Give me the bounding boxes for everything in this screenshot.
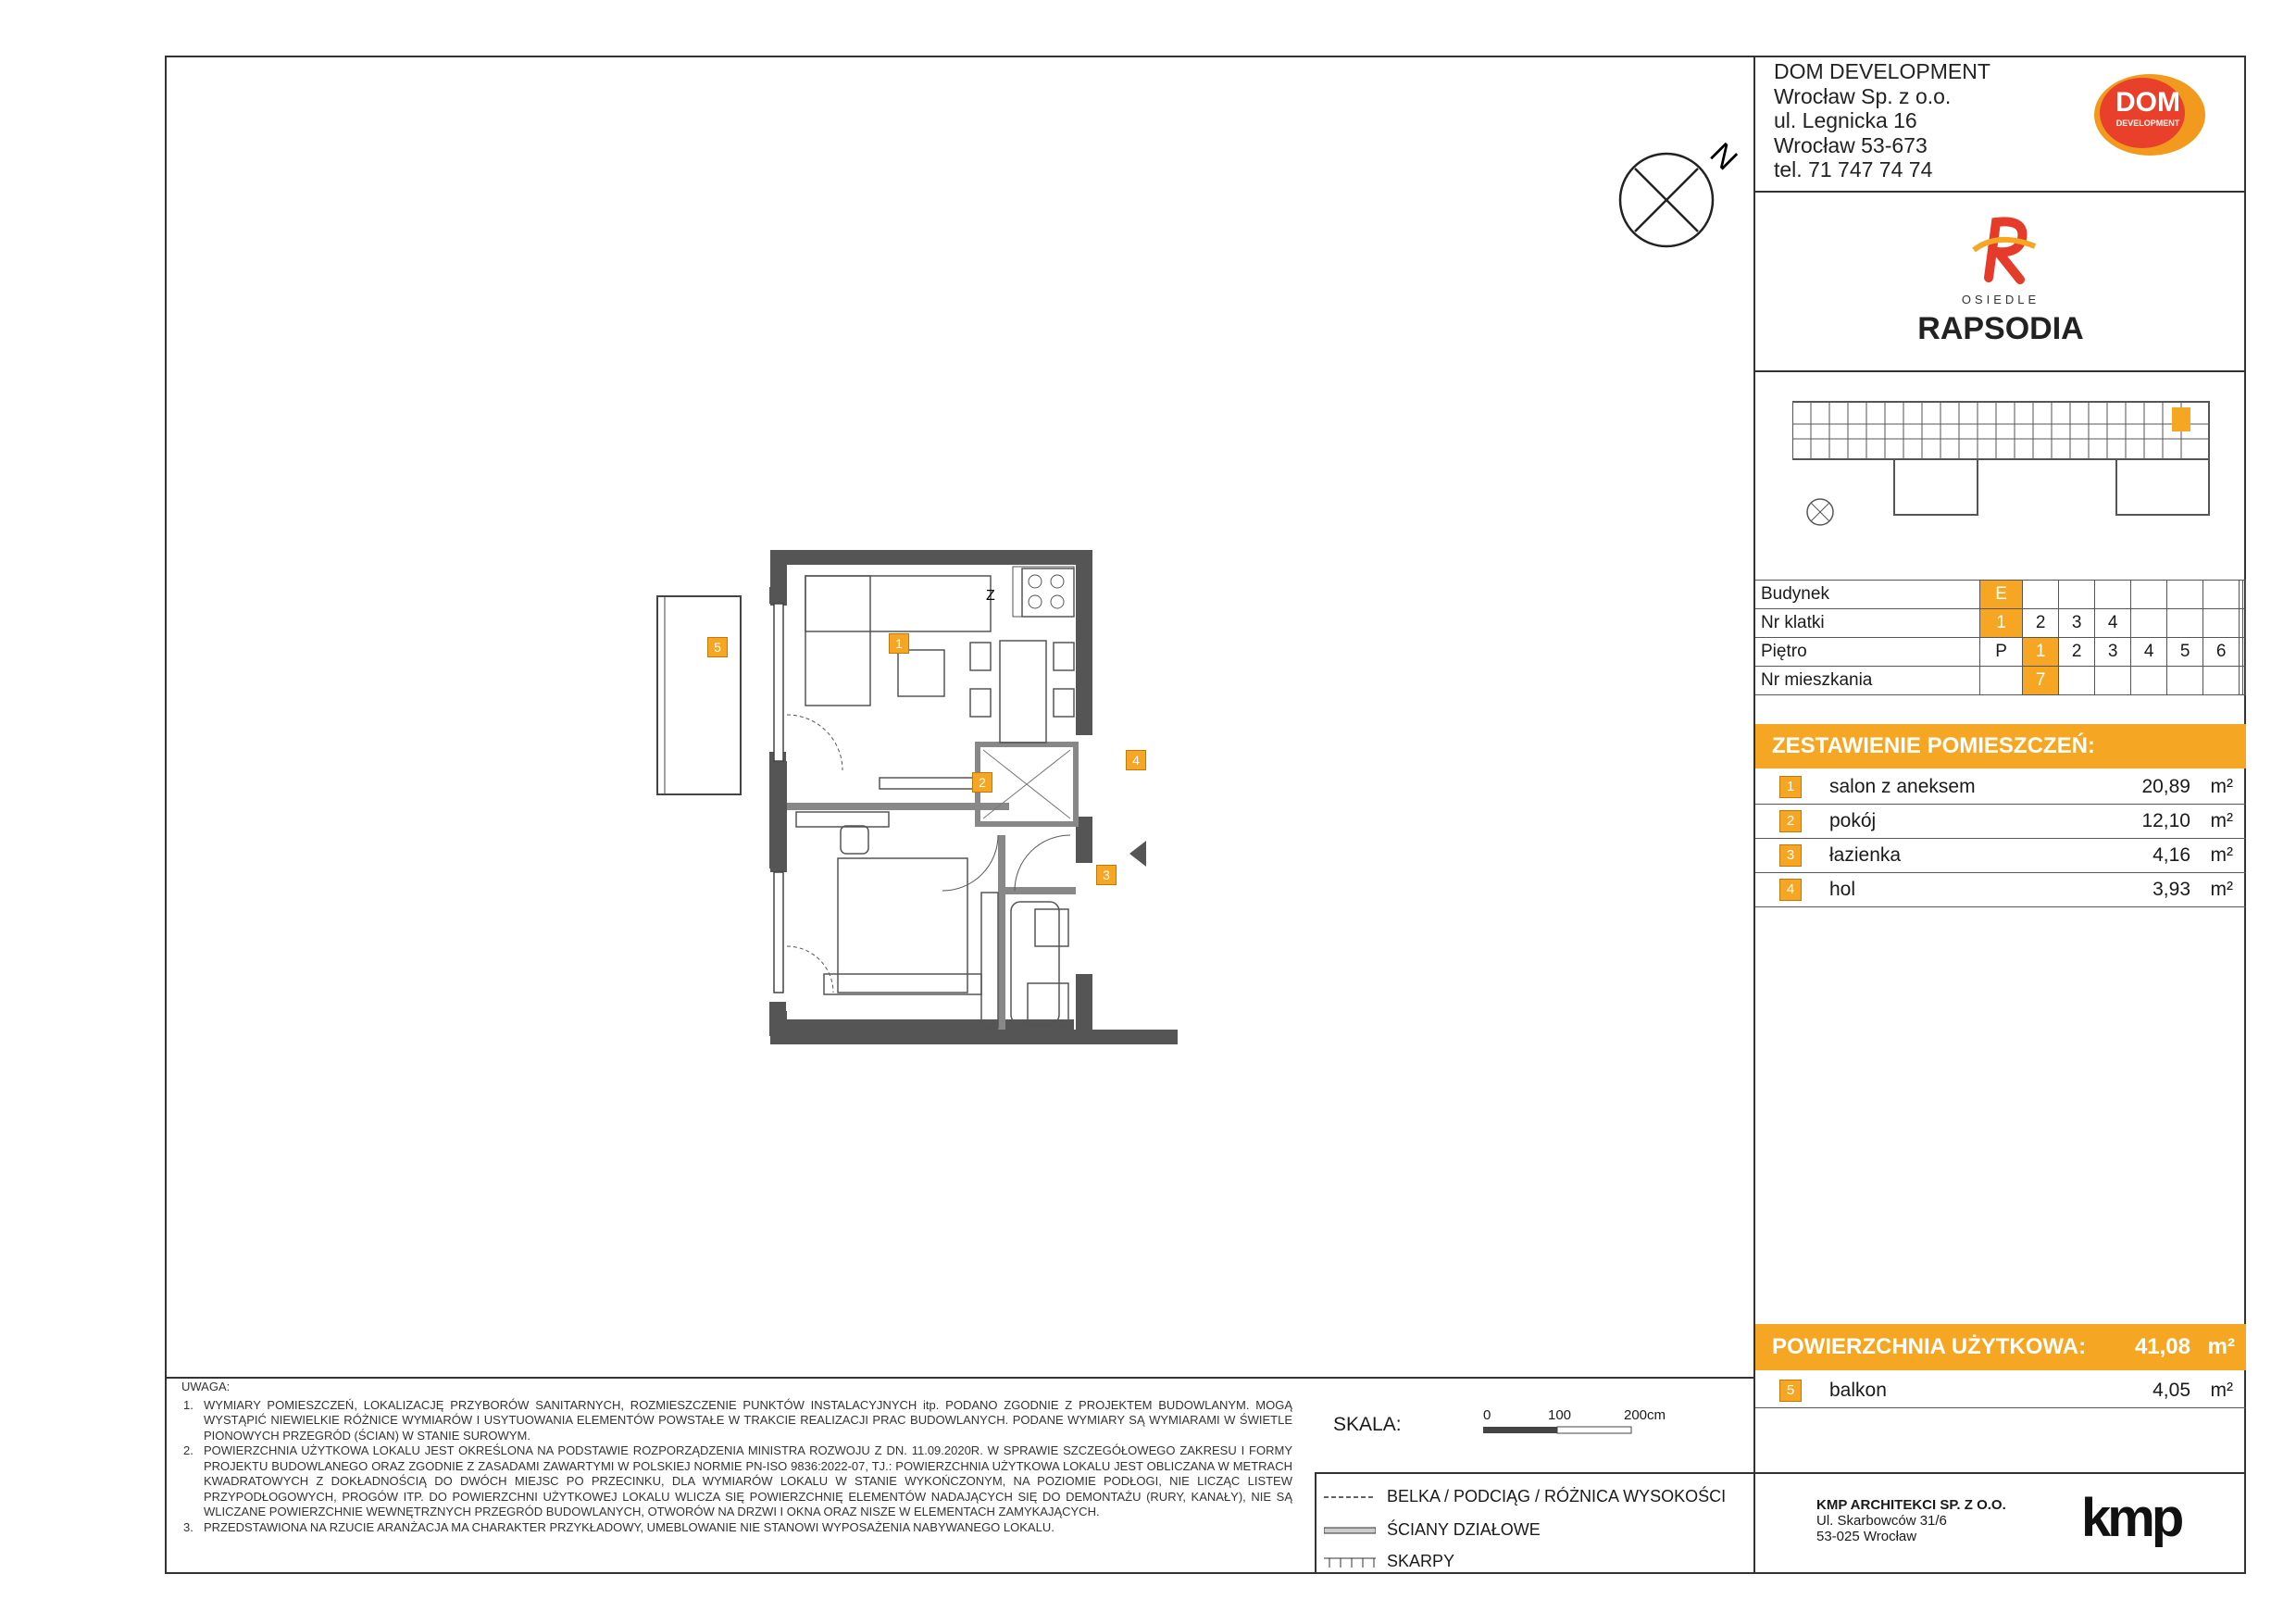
rapsodia-r-logo-icon	[1961, 213, 2044, 287]
room-row	[1755, 770, 2246, 805]
room-area: 12,10	[2141, 810, 2190, 831]
scale-bar-graphic	[1483, 1426, 1650, 1435]
company-line: ul. Legnicka 16	[1774, 108, 1917, 132]
row-pietro	[1755, 638, 2246, 667]
building-key-plan	[1792, 396, 2227, 554]
cell: 3	[2095, 638, 2131, 667]
legend	[1315, 1472, 1753, 1574]
cell	[2203, 581, 2240, 609]
apartment-location-table	[1755, 580, 2246, 695]
room-name: pokój	[1829, 810, 1877, 831]
wall-bedroom-bath	[998, 835, 1005, 1030]
room-number: 3	[1779, 844, 1802, 867]
washing-shelf	[981, 893, 998, 1028]
outer-wall-right-bottom	[1076, 974, 1092, 1044]
floor-plan-area	[167, 57, 1753, 1377]
outer-wall-corner	[770, 550, 787, 606]
bed	[838, 858, 967, 993]
plan-label-2: 2	[972, 772, 992, 793]
title-block	[1753, 56, 2246, 1574]
total-area: 41,08	[2134, 1334, 2190, 1359]
key-plan-highlight	[2172, 407, 2190, 431]
room-area: 4,16	[2152, 844, 2190, 866]
cell	[2167, 609, 2203, 638]
architect-city: 53-025 Wrocław	[1816, 1529, 1917, 1544]
cell: 1	[1980, 609, 2023, 638]
balcony-row	[1755, 1374, 2246, 1408]
room-number: 1	[1779, 776, 1802, 798]
room-name: salon z aneksem	[1829, 776, 1976, 797]
company-line: Wrocław Sp. z o.o.	[1774, 83, 1952, 108]
wall-bath-hall	[1005, 887, 1076, 894]
door-swing-bedroom-window	[787, 946, 833, 993]
legend-item	[1324, 1487, 1726, 1506]
room-name: łazienka	[1829, 844, 1902, 866]
room-row	[1755, 839, 2246, 873]
note-item	[181, 1443, 1292, 1520]
notes-block	[181, 1380, 1292, 1535]
room-number: 2	[1779, 810, 1802, 832]
architect-address: Ul. Skarbowców 31/6	[1816, 1513, 1947, 1529]
washing-machine	[1035, 909, 1068, 946]
cell	[2059, 667, 2095, 695]
label-budynek: Budynek	[1755, 581, 1980, 609]
window-bedroom	[774, 872, 783, 993]
partition-wall-icon	[1324, 1525, 1376, 1536]
legend-label: BELKA / PODCIĄG / RÓŻNICA WYSOKOŚCI	[1387, 1487, 1727, 1505]
room-unit: m²	[2210, 776, 2233, 797]
total-area-bar	[1755, 1324, 2246, 1370]
cell	[2131, 581, 2167, 609]
cooktop	[1022, 568, 1074, 617]
cell	[2242, 667, 2245, 695]
outer-wall-mid	[770, 761, 787, 872]
note-number: 1.	[183, 1397, 193, 1412]
entrance-arrow-icon	[1129, 841, 1146, 867]
architect-info	[1816, 1497, 2006, 1544]
legend-item	[1324, 1520, 1541, 1540]
company-line: Wrocław 53-673	[1774, 132, 1928, 157]
scale-tick-0: 0	[1483, 1407, 1491, 1423]
room-name: hol	[1829, 879, 1856, 900]
label-mieszkanie: Nr mieszkania	[1755, 667, 1980, 695]
window-living	[774, 604, 783, 761]
dom-logo-sub: DEVELOPMENT	[2115, 119, 2180, 128]
cell: 6	[2203, 638, 2240, 667]
room-unit: m²	[2210, 1380, 2233, 1401]
cell: 7	[2023, 667, 2059, 695]
label-pietro: Piętro	[1755, 638, 1980, 667]
scale-tick-100: 100	[1548, 1407, 1572, 1423]
apartment-plan-drawing	[648, 483, 1204, 1057]
cell	[2242, 581, 2245, 609]
fridge-label: Z	[986, 588, 995, 604]
sofa	[805, 576, 991, 631]
cell: 5	[2167, 638, 2203, 667]
room-area: 20,89	[2141, 776, 2190, 797]
door-swing-bedroom	[942, 835, 998, 891]
cell: 4	[2131, 638, 2167, 667]
legend-label: ŚCIANY DZIAŁOWE	[1387, 1520, 1541, 1539]
note-number: 3.	[183, 1519, 193, 1534]
cell	[2203, 667, 2240, 695]
plan-bottom-divider	[167, 1377, 1753, 1379]
dining-table	[1000, 641, 1046, 743]
scale-label: SKALA:	[1333, 1414, 1402, 1435]
outer-wall-left	[778, 587, 1074, 1035]
note-item	[181, 1398, 1292, 1444]
note-item	[181, 1520, 1292, 1536]
coffee-table	[898, 650, 944, 696]
north-compass-icon	[1611, 115, 1759, 254]
desk	[796, 812, 889, 827]
cell	[1980, 667, 2023, 695]
plan-label-3: 3	[1096, 865, 1117, 885]
balcony-outline	[657, 596, 741, 794]
cell: 4	[2095, 609, 2131, 638]
cell	[2203, 609, 2240, 638]
cell	[2059, 581, 2095, 609]
cell	[2095, 667, 2131, 695]
company-line: DOM DEVELOPMENT	[1774, 59, 1990, 83]
note-text: WYMIARY POMIESZCZEŃ, LOKALIZACJĘ PRZYBORÓW SANITARNYCH, ROZMIESZCZENIE PUNKTÓW INSTALACYJNYCH itp. PODANO ZGODNIE Z PROJEKTEM BUDOWLANYM. MOGĄ WYSTĄPIĆ NIEWIELKIE RÓŻNICE WYMIARÓW I USYTUOWANIA ELEMENTÓW POWSTAŁE W TRAKCIE REALIZACJI PRAC BUDOWLANYCH. PODANE WYMIARY SĄ WYMIARAMI W ŚWIETLE PIONOWYCH PRZEGRÓD (ŚCIAN) W STANIE SUROWYM.	[204, 1397, 1292, 1443]
cell	[2131, 609, 2167, 638]
door-swing-hall	[1015, 835, 1070, 891]
project-logo-small: OSIEDLE	[1961, 293, 2040, 306]
room-area: 4,05	[2152, 1380, 2190, 1401]
row-budynek	[1755, 581, 2246, 609]
kmp-logo: kmp	[2081, 1488, 2181, 1548]
room-row	[1755, 805, 2246, 839]
plan-label-4: 4	[1126, 750, 1146, 770]
note-text: POWIERZCHNIA UŻYTKOWA LOKALU JEST OKREŚLONA NA PODSTAWIE ROZPORZĄDZENIA MINISTRA ROZWOJU Z DN. 11.09.2020R. W SPRAWIE SZCZEGÓŁOWEGO ZAKRESU I FORMY PROJEKTU BUDOWLANEGO ORAZ ZGODNIE Z ZASADAMI ZAWARTYMI W POLSKIEJ NORMIE PN-ISO 9836:2022-07, TJ.: POWIERZCHNIA UŻYTKOWA LOKALU JEST OBLICZANA W METRACH KWADRATOWYCH Z DOKŁADNOŚCIĄ DO DWÓCH MIEJSC PO PRZECINKU, DLA WYMIARÓW LOKALU W STANIE WYKOŃCZONYM, NA POZIOMIE PODŁOGI, NIE LICZĄC LISTEW PRZYPODŁOGOWYCH, PROGÓW ITP. DO POWIERZCHNI UŻYTKOWEJ LOKALU WLICZA SIĘ POWIERZCHNIĘ ELEMENTÓW NADAJĄCYCH SIĘ DO DEMONTAŻU (RURY, KANAŁY), NIE SĄ WLICZANE POWIERZCHNIE WEWNĘTRZNYCH PRZEGRÓD BUDOWLANYCH, OTWORÓW NA DRZWI I OKNA ORAZ NISZE W ELEMENTACH ZAMYKAJĄCYCH.	[204, 1443, 1292, 1518]
cell: 1	[2023, 638, 2059, 667]
room-number: 4	[1779, 879, 1802, 901]
cell	[2023, 581, 2059, 609]
room-area: 3,93	[2152, 879, 2190, 900]
cell: 3	[2059, 609, 2095, 638]
rooms-header: ZESTAWIENIE POMIESZCZEŃ:	[1755, 724, 2246, 768]
door-swing-balcony	[787, 715, 842, 770]
project-logo-name: RAPSODIA	[1917, 311, 2084, 346]
dashed-line-icon	[1324, 1492, 1376, 1503]
cell	[2242, 609, 2245, 638]
architect-name: KMP ARCHITEKCI SP. Z O.O.	[1816, 1497, 2006, 1513]
room-number: 5	[1779, 1380, 1802, 1402]
legend-label: SKARPY	[1387, 1552, 1455, 1570]
cell	[2167, 667, 2203, 695]
cell	[2131, 667, 2167, 695]
room-unit: m²	[2210, 879, 2233, 900]
room-row	[1755, 873, 2246, 907]
notes-title: UWAGA:	[181, 1380, 231, 1393]
note-number: 2.	[183, 1443, 193, 1457]
outer-wall-top	[778, 550, 1078, 565]
total-unit: m²	[2207, 1334, 2235, 1359]
cell	[2167, 581, 2203, 609]
cell: P	[1980, 638, 2023, 667]
cell	[2095, 581, 2131, 609]
row-klatka	[1755, 609, 2246, 638]
dom-logo-main: DOM	[2115, 87, 2180, 118]
room-unit: m²	[2210, 810, 2233, 831]
slope-icon	[1324, 1556, 1376, 1568]
room-name: balkon	[1829, 1380, 1887, 1401]
legend-item	[1324, 1552, 1454, 1571]
compass-north-label: N	[1703, 136, 1744, 178]
cell: 2	[2059, 638, 2095, 667]
plan-label-1: 1	[889, 633, 909, 654]
plan-label-5: 5	[707, 637, 728, 657]
developer-address	[1774, 59, 1990, 182]
row-mieszkanie	[1755, 667, 2246, 695]
dom-development-logo	[2089, 69, 2209, 161]
outer-wall-bottom	[770, 1030, 1178, 1044]
cell	[2242, 638, 2245, 667]
cell: 2	[2023, 609, 2059, 638]
company-line: tel. 71 747 74 74	[1774, 157, 1933, 181]
label-klatka: Nr klatki	[1755, 609, 1980, 638]
total-label: POWIERZCHNIA UŻYTKOWA:	[1772, 1334, 2087, 1359]
note-text: PRZEDSTAWIONA NA RZUCIE ARANŻACJA MA CHARAKTER PRZYKŁADOWY, UMEBLOWANIE NIE STANOWI WYPOSAŻENIA NABYWANEGO LOKALU.	[204, 1519, 1054, 1534]
cell: E	[1980, 581, 2023, 609]
room-unit: m²	[2210, 844, 2233, 866]
scale-tick-200: 200cm	[1624, 1407, 1666, 1423]
